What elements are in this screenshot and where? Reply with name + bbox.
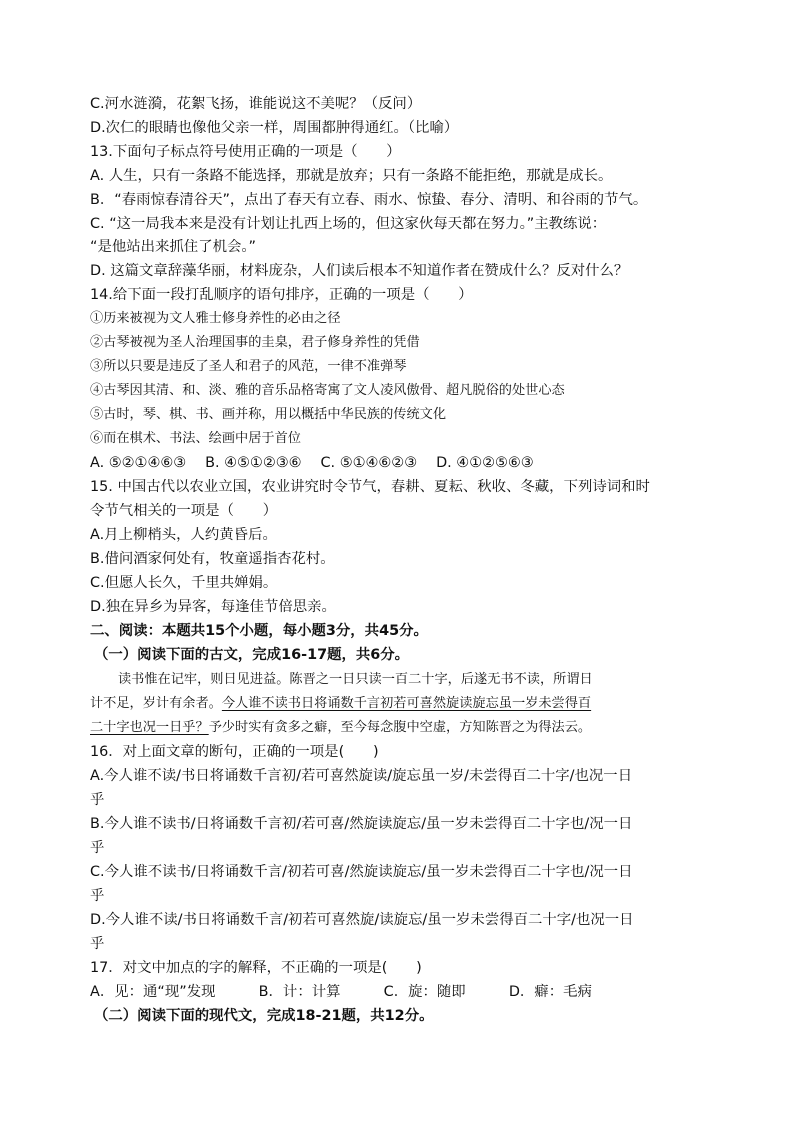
q16-option-a-line1: A.今人谁不读/书日将诵数千言初/若可喜然旋读/旋忘虽一岁/未尝得百二十字/也况一日 — [90, 768, 633, 784]
q14-options: A. ⑤②①④⑥③ B. ④⑤①②③⑥ C. ⑤①④⑥②③ D. ④①②⑤⑥③ — [90, 455, 534, 471]
q16-option-b-line1: B.今人谁不读书/日将诵数千言初/若可喜/然旋读旋忘/虽一岁未尝得百二十字也/况一日 — [90, 816, 633, 832]
q16-option-a-line2: 乎 — [90, 792, 105, 808]
q13-option-d: D. 这篇文章辞藻华丽，材料庞杂，人们读后根本不知道作者在赞成什么？反对什么？ — [90, 263, 629, 279]
q13-stem: 13.下面句子标点符号使用正确的一项是（ ） — [90, 144, 401, 160]
passage-line-3-text: 予少时实有贪多之癖，至今每念腹中空虚，方知陈晋之为得法云。 — [208, 720, 592, 735]
q16-option-d-line2: 乎 — [90, 936, 105, 952]
q13-option-a: A. 人生，只有一条路不能选择，那就是放弃；只有一条路不能拒绝，那就是成长。 — [90, 168, 613, 184]
q15-stem-line2: 令节气相关的一项是（ ） — [90, 503, 278, 519]
q13-option-b: B．“春雨惊春清谷天”，点出了春天有立春、雨水、惊蛰、春分、清明、和谷雨的节气。 — [90, 192, 648, 208]
section-2-heading: 二、阅读：本题共15个小题，每小题3分，共45分。 — [90, 623, 428, 639]
q16-option-d-line1: D.今人谁不读/书日将诵数千言/初若可喜然旋/读旋忘/虽一岁未尝得百二十字/也况一日 — [90, 912, 634, 928]
subsection-1-heading: （一）阅读下面的古文，完成16-17题，共6分。 — [94, 647, 410, 663]
q13-option-c-line1: C. “这一局我本来是没有计划让扎西上场的，但这家伙每天都在努力。”主教练说： — [90, 216, 607, 232]
passage-line-2-text: 计不足，岁计有余者。 — [90, 696, 222, 711]
subsection-2-heading: （二）阅读下面的现代文，完成18-21题，共12分。 — [94, 1008, 434, 1024]
q12-option-d: D.次仁的眼睛也像他父亲一样，周围都肿得通红。（比喻） — [90, 120, 459, 136]
q12-option-c: C.河水涟漪，花絮飞扬，谁能说这不美呢？（反问） — [90, 96, 422, 112]
q14-sentence-4: ④古琴因其清、和、淡、雅的音乐品格寄寓了文人凌风傲骨、超凡脱俗的处世心态 — [90, 383, 565, 398]
q15-option-b: B.借问酒家何处有，牧童遥指杏花村。 — [90, 551, 335, 567]
passage-line-1: 读书惟在记牢，则日见进益。陈晋之一日只读一百二十字，后遂无书不读，所谓日 — [118, 672, 593, 687]
q14-sentence-3: ③所以只要是违反了圣人和君子的风范，一律不准弹琴 — [90, 359, 407, 374]
q13-option-c-line2: “是他站出来抓住了机会。” — [90, 239, 257, 255]
passage-line-2 — [90, 694, 710, 714]
q16-option-c-line1: C.今人谁不读书/日将诵数千言/初若可喜/然旋读旋忘/虽一岁未尝得百二十字也/况一日 — [90, 864, 633, 880]
q14-sentence-2: ②古琴被视为圣人治理国事的圭臬，君子修身养性的凭借 — [90, 335, 420, 350]
q14-sentence-6: ⑥而在棋术、书法、绘画中居于首位 — [90, 431, 301, 446]
q14-sentence-1: ①历来被视为文人雅士修身养性的必由之径 — [90, 311, 341, 326]
q15-option-a: A.月上柳梢头，人约黄昏后。 — [90, 527, 277, 543]
passage-underlined-text-2: 二十字也况一日乎？ — [90, 720, 209, 735]
q15-option-c: C.但愿人长久，千里共婵娟。 — [90, 575, 278, 591]
passage-underlined-text-1: 今人谁不读书日将诵数千言初若可喜然旋读旋忘虽一岁未尝得百 — [221, 696, 592, 711]
passage-line-3 — [90, 718, 710, 738]
q17-stem: 17．对文中加点的字的解释，不正确的一项是( ) — [90, 960, 422, 976]
q14-sentence-5: ⑤古时，琴、棋、书、画并称，用以概括中华民族的传统文化 — [90, 407, 447, 422]
q16-stem: 16．对上面文章的断句，正确的一项是( ) — [90, 744, 379, 760]
q15-option-d: D.独在异乡为异客，每逢佳节倍思亲。 — [90, 599, 336, 615]
q14-stem: 14.给下面一段打乱顺序的语句排序，正确的一项是（ ） — [90, 287, 473, 303]
q15-stem-line1: 15. 中国古代以农业立国，农业讲究时令节气，春耕、夏耘、秋收、冬藏，下列诗词和时 — [90, 479, 650, 495]
q16-option-b-line2: 乎 — [90, 840, 105, 856]
q17-options: A．见：通“现”发现 B．计：计算 C．旋：随即 D．癖：毛病 — [90, 984, 592, 1000]
q16-option-c-line2: 乎 — [90, 888, 105, 904]
